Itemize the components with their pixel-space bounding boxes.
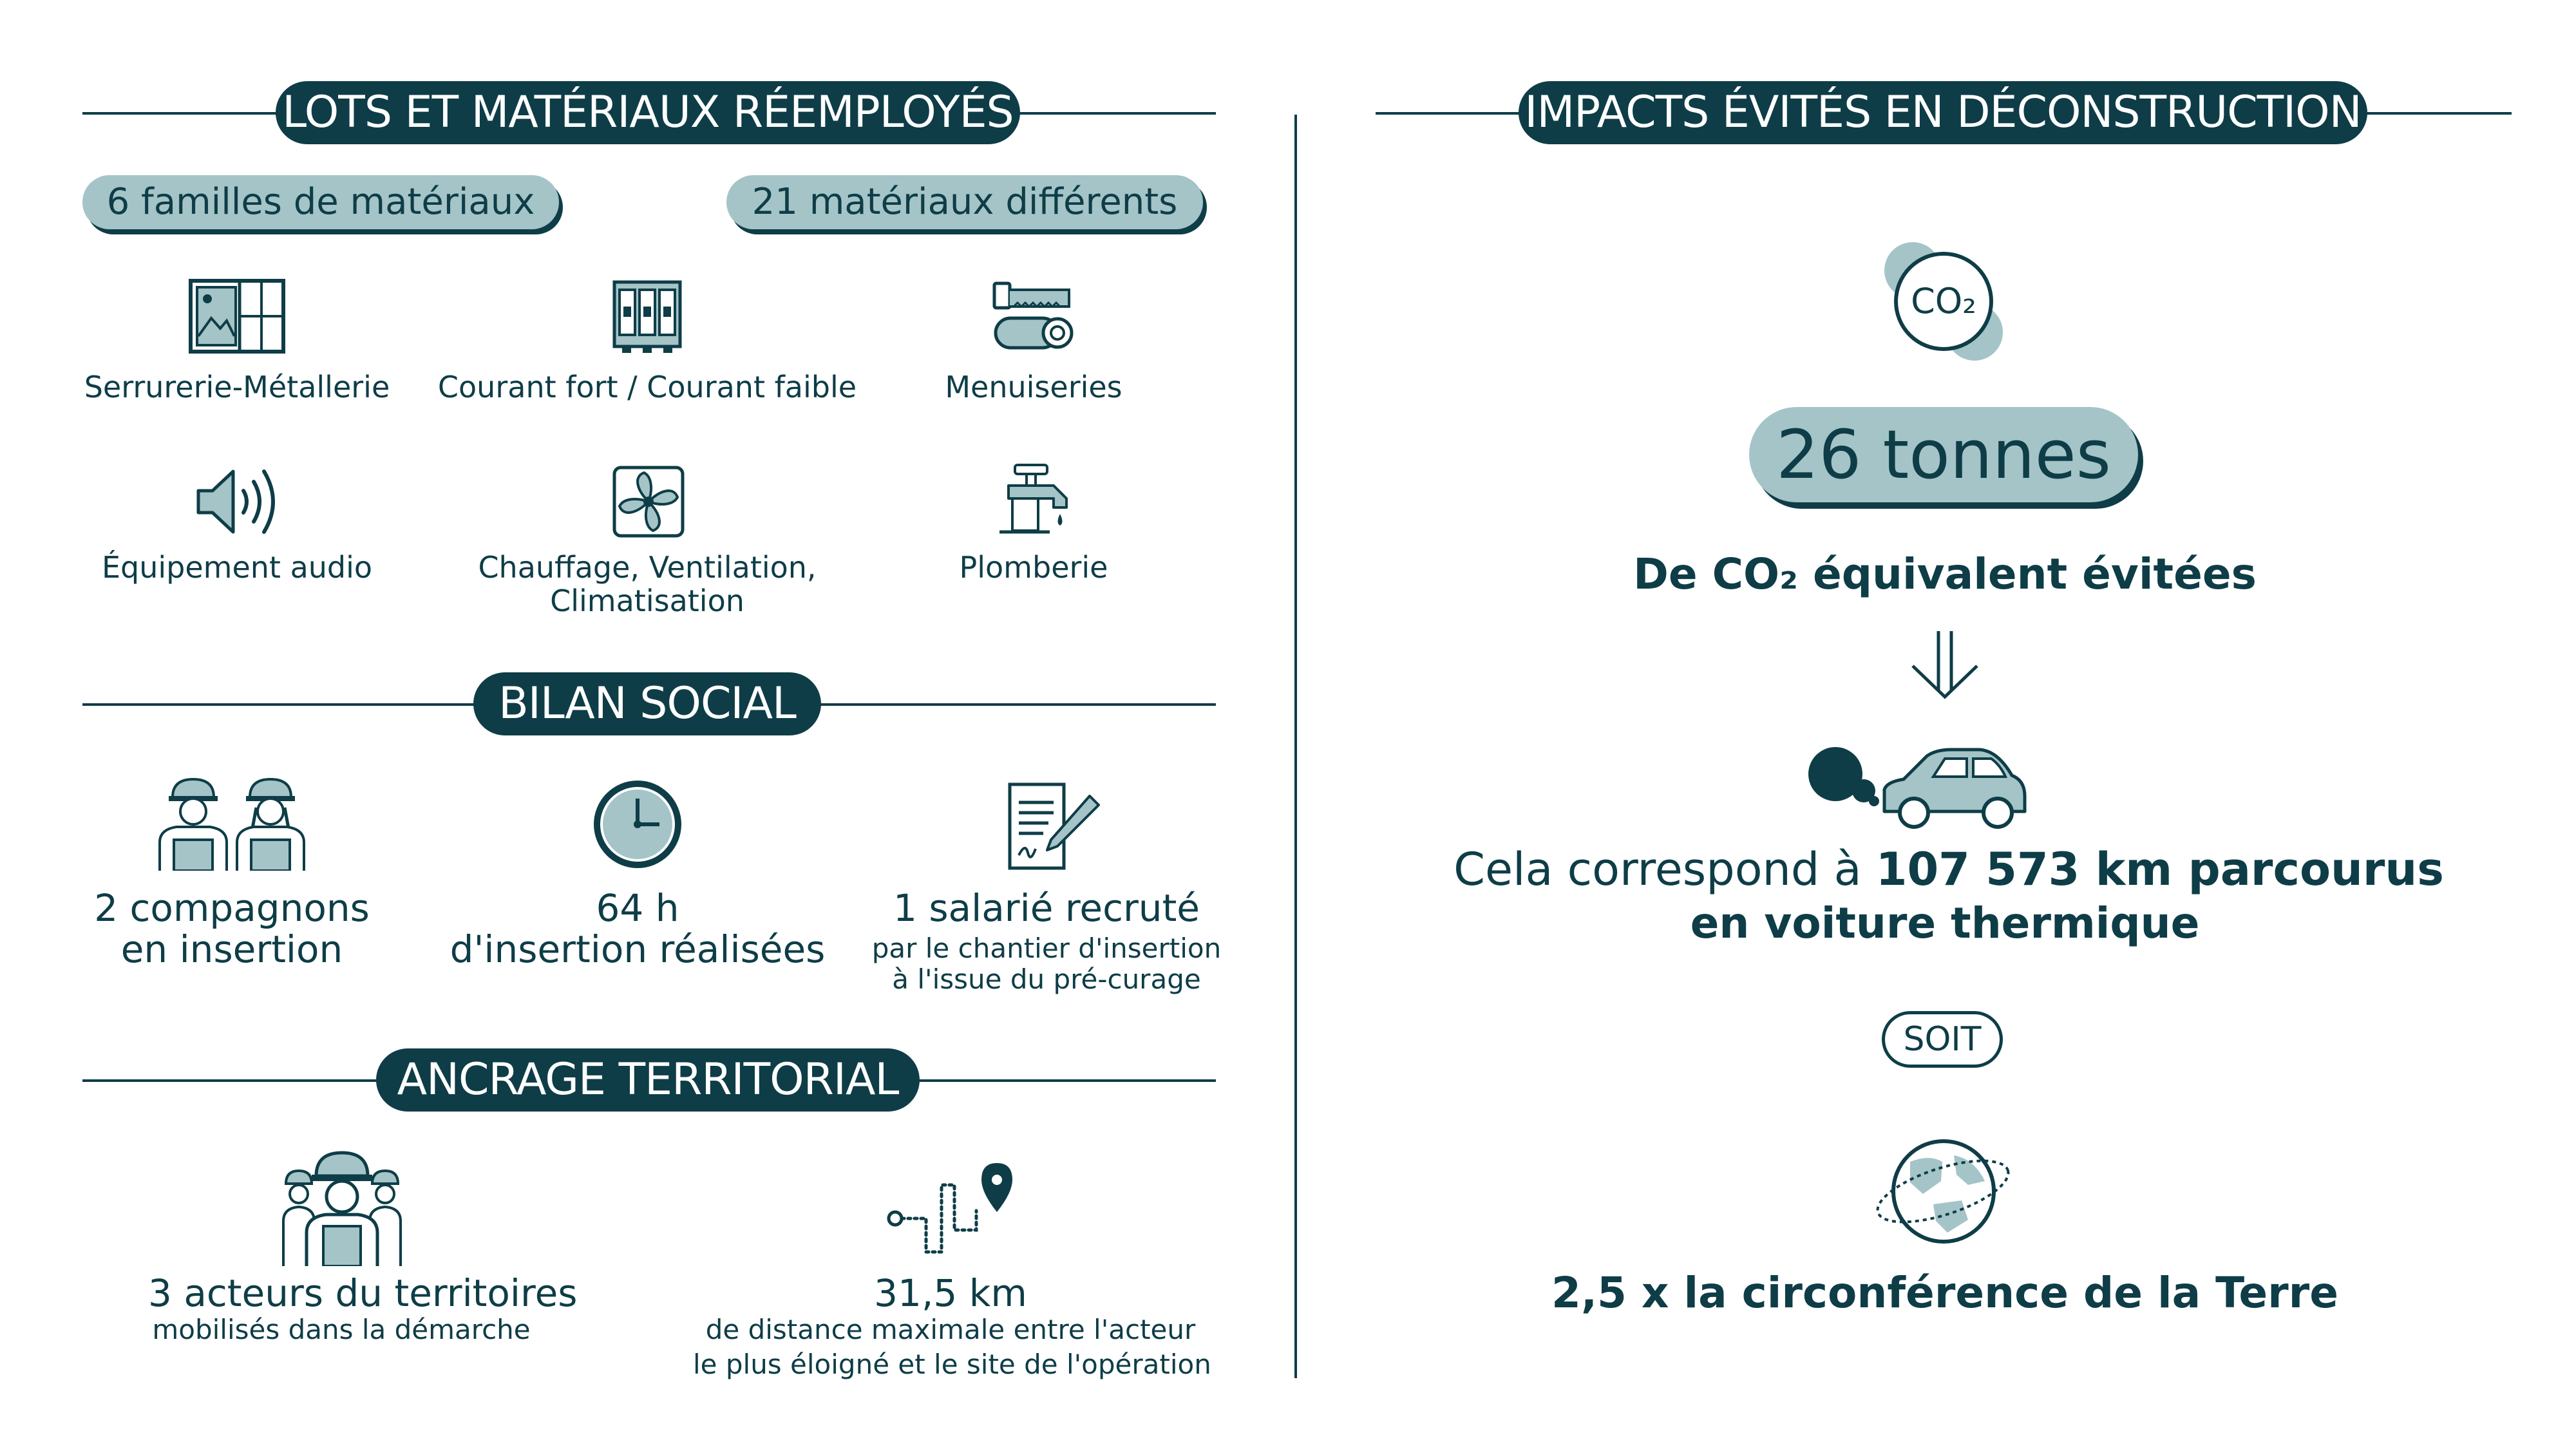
ancrage-stat1-line1: 3 acteurs du territoires [148,1271,578,1315]
window-icon [188,278,286,354]
tonnes-pill: 26 tonnes [1749,407,2138,502]
contract-sign-icon [1006,781,1103,873]
social-stat3-line2: par le chantier d'insertion [871,933,1222,964]
social-stat2-line1: 64 h [596,886,679,930]
lots-item-label-6: Plomberie [959,550,1108,585]
car-exhaust-icon [1807,744,2027,829]
lots-item-label-4: Équipement audio [101,550,373,585]
tonnes-subtitle: De CO₂ équivalent évitées [1633,549,2257,599]
earth-orbit-icon [1871,1136,2014,1245]
soit-badge: SOIT [1882,1011,2003,1068]
social-header: BILAN SOCIAL [473,672,821,735]
earth-circumference-text: 2,5 x la circonférence de la Terre [1551,1268,2338,1318]
materials-pill: 21 matériaux différents [726,175,1203,229]
lots-item-label-5-line2: Climatisation [550,583,744,618]
car-equivalence-line2: en voiture thermique [1690,898,2200,948]
clock-icon [590,777,685,872]
team-icon [281,1150,403,1266]
speaker-icon [193,462,283,541]
ancrage-header: ANCRAGE TERRITORIAL [376,1048,920,1112]
ancrage-stat2-line1: 31,5 km [874,1271,1027,1315]
route-pin-icon [886,1159,1015,1258]
car-equivalence-line1 [1385,842,2513,896]
lots-item-label-2: Courant fort / Courant faible [437,370,857,404]
saw-log-icon [992,281,1074,352]
ancrage-stat2-line3: le plus éloigné et le site de l'opération [693,1349,1211,1380]
fan-icon [611,464,687,540]
faucet-icon [996,462,1073,544]
lots-item-label-3: Menuiseries [945,370,1122,404]
down-arrow-icon [1909,629,1981,699]
co2-bubble-icon [1879,237,2008,366]
lots-header: LOTS ET MATÉRIAUX RÉEMPLOYÉS [276,81,1020,144]
ancrage-stat2-line2: de distance maximale entre l'acteur [705,1314,1196,1345]
lots-item-label-1: Serrurerie-Métallerie [84,370,390,404]
social-stat3-line3: à l'issue du pré-curage [892,963,1201,995]
workers-icon [155,775,309,871]
car-equivalence-prefix: Cela correspond à [1454,843,1862,896]
column-divider [1294,115,1297,1378]
co2-icon-label: CO₂ [1911,281,1976,321]
electrical-panel-icon [612,278,683,354]
families-pill: 6 familles de matériaux [82,175,559,229]
social-stat3-line1: 1 salarié recruté [893,886,1200,930]
social-stat2-line2: d'insertion réalisées [450,927,826,971]
social-stat1-line1: 2 compagnons [94,886,370,930]
social-stat1-line2: en insertion [120,927,343,971]
car-equivalence-km: 107 573 km parcourus [1875,843,2444,896]
lots-item-label-5-line1: Chauffage, Ventilation, [478,550,817,585]
ancrage-stat1-line2: mobilisés dans la démarche [152,1314,531,1345]
impacts-header: IMPACTS ÉVITÉS EN DÉCONSTRUCTION [1519,81,2367,144]
